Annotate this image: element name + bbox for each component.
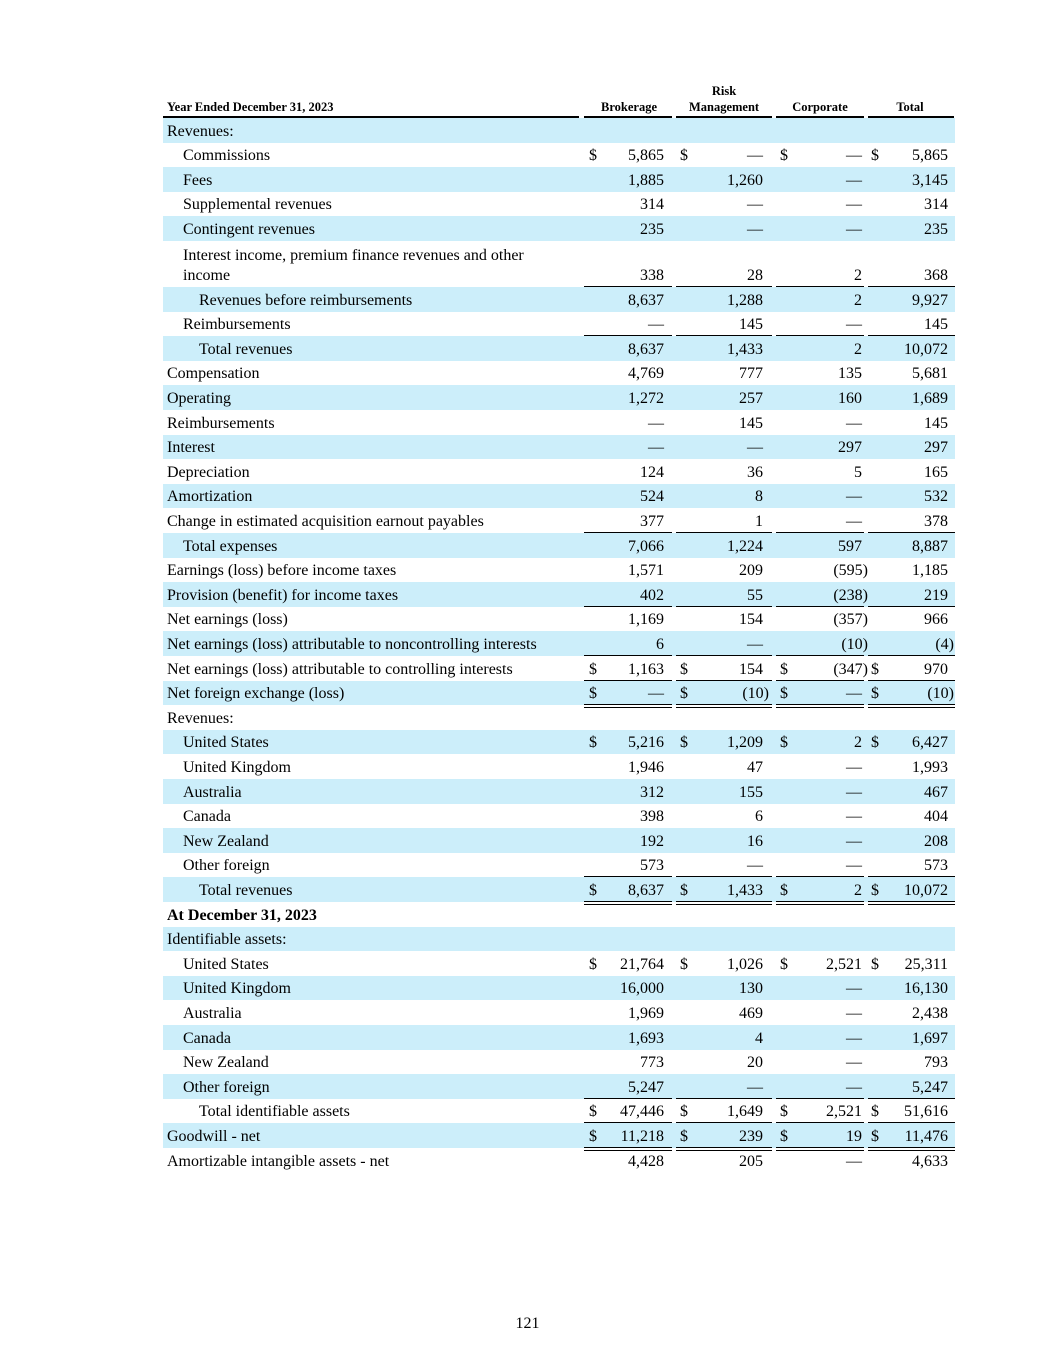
table-row: [163, 730, 955, 755]
row-label: Revenues before reimbursements: [199, 291, 413, 309]
header-risk-line2: Management: [688, 100, 760, 114]
value-cell: —: [747, 857, 763, 875]
dollar-sign: $: [780, 881, 788, 899]
value-cell: 6,427: [912, 734, 948, 752]
table-row: [163, 1099, 955, 1124]
value-cell: 5,247: [912, 1078, 948, 1096]
value-cell: —: [846, 512, 862, 530]
value-cell: 1,689: [912, 389, 948, 407]
value-cell: 8,637: [628, 291, 664, 309]
value-cell: 16,000: [620, 980, 664, 998]
value-cell: —: [846, 488, 862, 506]
value-cell: (347): [833, 660, 868, 678]
value-cell: (595): [833, 562, 868, 580]
table-row: [163, 927, 955, 952]
value-cell: 20: [747, 1054, 763, 1072]
value-cell: 297: [924, 439, 948, 457]
value-cell: 2,521: [826, 1103, 862, 1121]
value-cell: 377: [640, 512, 664, 530]
value-cell: 2: [854, 881, 862, 899]
value-cell: 597: [838, 537, 862, 555]
value-cell: 469: [739, 1004, 763, 1022]
dollar-sign: $: [589, 1103, 597, 1121]
value-cell: 8,887: [912, 537, 948, 555]
dollar-sign: $: [871, 147, 879, 165]
value-cell: 3,145: [912, 171, 948, 189]
table-row: [163, 410, 955, 435]
value-cell: 1,272: [628, 389, 664, 407]
row-label: Operating: [167, 389, 231, 407]
row-label: Amortization: [167, 488, 253, 506]
value-cell: —: [747, 1078, 763, 1096]
value-cell: 130: [739, 980, 763, 998]
row-label: Change in estimated acquisition earnout payables: [167, 512, 484, 530]
row-label: Contingent revenues: [183, 220, 315, 238]
value-cell: 5: [854, 463, 862, 481]
value-cell: —: [846, 1152, 862, 1170]
table-row: [163, 336, 955, 361]
table-row: [163, 1050, 955, 1075]
row-label: Net earnings (loss) attributable to noncontrolling interests: [167, 635, 537, 653]
value-cell: 5,247: [628, 1078, 664, 1096]
value-cell: 145: [739, 414, 763, 432]
value-cell: 205: [739, 1152, 763, 1170]
value-cell: 2: [854, 291, 862, 309]
value-cell: —: [846, 758, 862, 776]
row-label: Total revenues: [199, 881, 293, 899]
value-cell: 47,446: [620, 1103, 664, 1121]
value-cell: 532: [924, 488, 948, 506]
row-label: Canada: [183, 808, 231, 826]
value-cell: 55: [747, 586, 763, 604]
page-number: 121: [515, 1315, 540, 1332]
table-row: [163, 681, 955, 706]
value-cell: 1,209: [727, 734, 763, 752]
value-cell: 155: [739, 783, 763, 801]
value-cell: 1,224: [727, 537, 763, 555]
value-cell: 10,072: [904, 340, 948, 358]
dollar-sign: $: [871, 955, 879, 973]
value-cell: —: [846, 1004, 862, 1022]
table-row: [163, 779, 955, 804]
value-cell: 1,969: [628, 1004, 664, 1022]
value-cell: —: [846, 171, 862, 189]
row-label: Net earnings (loss): [167, 611, 288, 629]
row-label: Supplemental revenues: [183, 196, 332, 214]
dollar-sign: $: [871, 685, 879, 703]
value-cell: 124: [640, 463, 664, 481]
value-cell: 2,521: [826, 955, 862, 973]
value-cell: 6: [656, 635, 664, 653]
value-cell: (357): [833, 611, 868, 629]
table-row: [163, 287, 955, 312]
row-label: Goodwill - net: [167, 1127, 261, 1145]
dollar-sign: $: [871, 660, 879, 678]
value-cell: 1,946: [628, 758, 664, 776]
value-cell: 2: [854, 734, 862, 752]
table-row: [163, 459, 955, 484]
value-cell: 2: [854, 267, 862, 284]
dollar-sign: $: [680, 734, 688, 752]
value-cell: —: [648, 414, 664, 432]
value-cell: —: [846, 685, 862, 703]
value-cell: —: [846, 1054, 862, 1072]
value-cell: 1,026: [727, 955, 763, 973]
row-label: Fees: [183, 171, 213, 189]
table-row: [163, 558, 955, 583]
table-row: [163, 902, 955, 927]
dollar-sign: $: [871, 1127, 879, 1145]
value-cell: 4: [755, 1029, 763, 1047]
value-cell: (10): [742, 685, 769, 703]
value-cell: 7,066: [628, 537, 664, 555]
value-cell: 160: [838, 389, 862, 407]
header-year-label: Year Ended December 31, 2023: [167, 100, 334, 114]
value-cell: 1,693: [628, 1029, 664, 1047]
row-label: Identifiable assets:: [167, 931, 287, 949]
value-cell: 209: [739, 562, 763, 580]
value-cell: 6: [755, 808, 763, 826]
value-cell: 1,185: [912, 562, 948, 580]
value-cell: 1,571: [628, 562, 664, 580]
value-cell: —: [846, 857, 862, 875]
value-cell: 16,130: [904, 980, 948, 998]
value-cell: 338: [640, 267, 664, 284]
value-cell: 1,993: [912, 758, 948, 776]
dollar-sign: $: [589, 881, 597, 899]
value-cell: 793: [924, 1054, 948, 1072]
value-cell: 1,697: [912, 1029, 948, 1047]
value-cell: 1,169: [628, 611, 664, 629]
dollar-sign: $: [780, 734, 788, 752]
value-cell: 1,163: [628, 660, 664, 678]
value-cell: 1,649: [727, 1103, 763, 1121]
value-cell: —: [648, 316, 664, 334]
value-cell: 145: [924, 316, 948, 334]
value-cell: —: [747, 196, 763, 214]
value-cell: 1,260: [727, 171, 763, 189]
row-label: Revenues:: [167, 709, 234, 727]
value-cell: 777: [739, 365, 763, 383]
value-cell: —: [846, 316, 862, 334]
value-cell: (10): [927, 685, 954, 703]
table-row: [163, 1148, 955, 1173]
value-cell: 257: [739, 389, 763, 407]
value-cell: —: [846, 1078, 862, 1096]
row-label: Commissions: [183, 147, 271, 165]
row-label: Australia: [183, 783, 242, 801]
dollar-sign: $: [680, 1127, 688, 1145]
value-cell: —: [747, 635, 763, 653]
table-row: [163, 143, 955, 168]
table-row: [163, 656, 955, 681]
value-cell: 312: [640, 783, 664, 801]
value-cell: 5,865: [912, 147, 948, 165]
dollar-sign: $: [780, 1103, 788, 1121]
table-row: [163, 877, 955, 902]
table-row: [163, 167, 955, 192]
table-row: [163, 976, 955, 1001]
table-row: [163, 754, 955, 779]
value-cell: 467: [924, 783, 948, 801]
table-row: [163, 533, 955, 558]
value-cell: 970: [924, 660, 948, 678]
value-cell: —: [846, 1029, 862, 1047]
value-cell: 21,764: [620, 955, 664, 973]
dollar-sign: $: [680, 1103, 688, 1121]
table-row: [163, 361, 955, 386]
value-cell: 9,927: [912, 291, 948, 309]
row-label: Australia: [183, 1004, 242, 1022]
value-cell: 314: [640, 196, 664, 214]
table-row: [163, 192, 955, 217]
dollar-sign: $: [780, 685, 788, 703]
value-cell: 4,769: [628, 365, 664, 383]
header-brokerage: Brokerage: [600, 100, 657, 114]
value-cell: 4,428: [628, 1152, 664, 1170]
value-cell: 1,288: [727, 291, 763, 309]
row-label: Total identifiable assets: [199, 1103, 350, 1121]
header-corporate: Corporate: [792, 100, 848, 114]
value-cell: 36: [747, 463, 763, 481]
value-cell: 154: [739, 611, 763, 629]
row-label: Canada: [183, 1029, 231, 1047]
value-cell: —: [648, 439, 664, 457]
row-label: Interest income, premium finance revenues and other: [183, 247, 524, 264]
value-cell: 219: [924, 586, 948, 604]
dollar-sign: $: [589, 1127, 597, 1145]
value-cell: 398: [640, 808, 664, 826]
row-label: Earnings (loss) before income taxes: [167, 562, 397, 580]
header-total: Total: [896, 100, 924, 114]
row-label: Compensation: [167, 365, 260, 383]
dollar-sign: $: [589, 734, 597, 752]
table-row: [163, 1123, 955, 1148]
value-cell: (238): [833, 586, 868, 604]
dollar-sign: $: [871, 881, 879, 899]
value-cell: —: [846, 808, 862, 826]
row-label: Other foreign: [183, 857, 270, 875]
value-cell: 573: [924, 857, 948, 875]
value-cell: 404: [924, 808, 948, 826]
row-label: United States: [183, 734, 269, 752]
dollar-sign: $: [680, 147, 688, 165]
row-label: Total expenses: [183, 537, 278, 555]
value-cell: (10): [841, 635, 868, 653]
row-label: United Kingdom: [183, 758, 291, 776]
table-row: [163, 118, 955, 143]
table-row: [163, 1025, 955, 1050]
value-cell: —: [747, 147, 763, 165]
value-cell: —: [747, 220, 763, 238]
value-cell: 4,633: [912, 1152, 948, 1170]
row-label: At December 31, 2023: [167, 906, 317, 924]
header-risk-line1: Risk: [711, 84, 737, 98]
value-cell: —: [846, 980, 862, 998]
row-label: New Zealand: [183, 832, 269, 850]
row-label: Interest: [167, 439, 215, 457]
row-label: Depreciation: [167, 463, 250, 481]
value-cell: 235: [924, 220, 948, 238]
row-label: Revenues:: [167, 122, 234, 140]
value-cell: 5,865: [628, 147, 664, 165]
value-cell: 5,216: [628, 734, 664, 752]
table-row: [163, 241, 955, 287]
table-row: [163, 484, 955, 509]
value-cell: 16: [747, 832, 763, 850]
dollar-sign: $: [780, 955, 788, 973]
value-cell: 402: [640, 586, 664, 604]
table-row: [163, 508, 955, 533]
row-label: Other foreign: [183, 1078, 270, 1096]
value-cell: 145: [739, 316, 763, 334]
value-cell: 235: [640, 220, 664, 238]
table-row: [163, 853, 955, 878]
row-label: Net foreign exchange (loss): [167, 685, 345, 703]
dollar-sign: $: [871, 1103, 879, 1121]
value-cell: 192: [640, 832, 664, 850]
table-row: [163, 631, 955, 656]
table-row: [163, 1074, 955, 1099]
value-cell: 297: [838, 439, 862, 457]
value-cell: 314: [924, 196, 948, 214]
table-row: [163, 828, 955, 853]
value-cell: 208: [924, 832, 948, 850]
value-cell: 524: [640, 488, 664, 506]
value-cell: —: [648, 685, 664, 703]
row-label: Reimbursements: [167, 414, 275, 432]
value-cell: 2: [854, 340, 862, 358]
table-row: [163, 435, 955, 460]
value-cell: 28: [747, 267, 763, 284]
value-cell: —: [846, 414, 862, 432]
value-cell: 10,072: [904, 881, 948, 899]
table-row: [163, 216, 955, 241]
value-cell: 1,885: [628, 171, 664, 189]
row-label: Provision (benefit) for income taxes: [167, 586, 399, 604]
dollar-sign: $: [589, 955, 597, 973]
value-cell: —: [846, 220, 862, 238]
dollar-sign: $: [871, 734, 879, 752]
row-label: Total revenues: [199, 340, 293, 358]
value-cell: 11,218: [620, 1127, 664, 1145]
value-cell: —: [846, 147, 862, 165]
value-cell: 51,616: [904, 1103, 948, 1121]
value-cell: —: [846, 196, 862, 214]
table-row: [163, 607, 955, 632]
row-label: United Kingdom: [183, 980, 291, 998]
dollar-sign: $: [780, 660, 788, 678]
value-cell: 25,311: [904, 955, 948, 973]
dollar-sign: $: [589, 660, 597, 678]
table-row: [163, 705, 955, 730]
row-label: Amortizable intangible assets - net: [167, 1152, 390, 1170]
value-cell: 573: [640, 857, 664, 875]
value-cell: 154: [739, 660, 763, 678]
value-cell: 5,681: [912, 365, 948, 383]
row-label: Reimbursements: [183, 316, 291, 334]
value-cell: 8: [755, 488, 763, 506]
table-row: [163, 804, 955, 829]
value-cell: 47: [747, 758, 763, 776]
value-cell: 1: [755, 512, 763, 530]
dollar-sign: $: [680, 955, 688, 973]
row-label: United States: [183, 955, 269, 973]
value-cell: 11,476: [904, 1127, 948, 1145]
value-cell: 19: [846, 1127, 862, 1145]
value-cell: 145: [924, 414, 948, 432]
value-cell: 773: [640, 1054, 664, 1072]
value-cell: 378: [924, 512, 948, 530]
dollar-sign: $: [780, 147, 788, 165]
value-cell: 368: [924, 267, 948, 284]
dollar-sign: $: [680, 660, 688, 678]
dollar-sign: $: [589, 685, 597, 703]
table-row: [163, 582, 955, 607]
value-cell: 8,637: [628, 340, 664, 358]
table-row: [163, 951, 955, 976]
dollar-sign: $: [680, 685, 688, 703]
dollar-sign: $: [680, 881, 688, 899]
value-cell: —: [747, 439, 763, 457]
value-cell: 165: [924, 463, 948, 481]
value-cell: 8,637: [628, 881, 664, 899]
value-cell: 239: [739, 1127, 763, 1145]
dollar-sign: $: [589, 147, 597, 165]
dollar-sign: $: [780, 1127, 788, 1145]
value-cell: (4): [935, 635, 954, 653]
value-cell: 2,438: [912, 1004, 948, 1022]
table-row: [163, 385, 955, 410]
row-label-continued: income: [183, 267, 231, 284]
value-cell: 966: [924, 611, 948, 629]
table-row: [163, 312, 955, 337]
value-cell: 1,433: [727, 340, 763, 358]
row-label: Net earnings (loss) attributable to controlling interests: [167, 660, 513, 678]
value-cell: —: [846, 832, 862, 850]
value-cell: 1,433: [727, 881, 763, 899]
value-cell: —: [846, 783, 862, 801]
value-cell: 135: [838, 365, 862, 383]
row-label: New Zealand: [183, 1054, 269, 1072]
table-row: [163, 1000, 955, 1025]
